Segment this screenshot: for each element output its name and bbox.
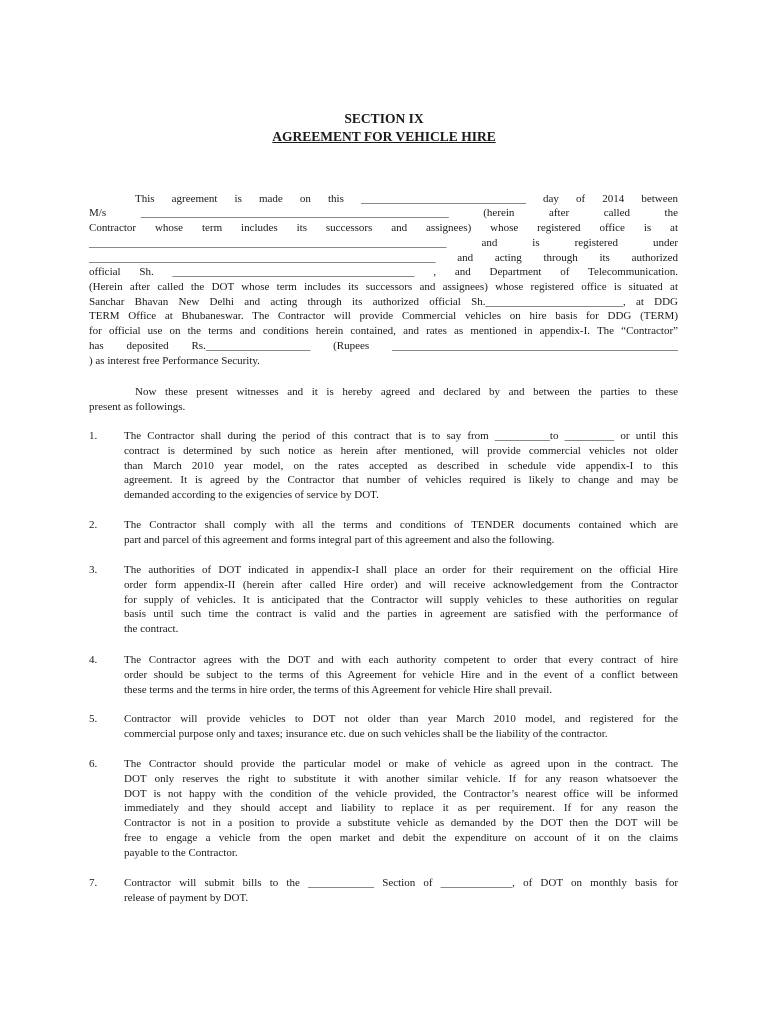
- clause-line: part and parcel of this agreement and forms integral part of this agreement and also the following.: [124, 533, 555, 546]
- clause-line: The Contractor shall comply with all the terms and conditions of TENDER documents contained which are: [124, 519, 678, 531]
- clause-number: 7.: [89, 877, 98, 889]
- clause-line: The Contractor agrees with the DOT and with each authority competent to order that every contract of hire: [124, 654, 678, 666]
- clause-number: 5.: [89, 713, 98, 725]
- clause-line: for supply of vehicles. It is anticipated that the Contractor will supply vehicles to these authorities on regular: [124, 593, 678, 606]
- clause-line: contract is determined by such notice as herein after mentioned, will provide commercial vehicles not older: [124, 444, 678, 457]
- intro-line: has deposited Rs.___________________ (Rupees ____________________________________________________: [89, 340, 678, 352]
- intro-line: _________________________________________________________________ and is registered under: [89, 237, 678, 249]
- clause-line: DOT is not happy with the condition of the vehicle provided, the Contractor’s nearest office will be informed: [124, 787, 678, 800]
- clause-line: these terms and the terms in hire order, the terms of this Agreement for vehicle Hire shall prevail.: [124, 683, 553, 696]
- clause-line: The authorities of DOT indicated in appendix-I shall place an order for their requirement on the official Hire: [124, 564, 678, 576]
- intro-line: official Sh. ____________________________________________ , and Department of Telecommunication.: [89, 266, 678, 278]
- clause-line: than March 2010 year model, on the rates accepted as described in schedule vide appendix-I to this: [124, 459, 678, 472]
- clause-line: basis until such time the contract is valid and the parties in agreement are satisfied with the performance of: [124, 608, 678, 621]
- clause-line: Contractor will provide vehicles to DOT not older than year March 2010 model, and registered for the: [124, 713, 678, 725]
- clause-line: order should be subject to the terms of this Agreement for vehicle Hire and in the event of a conflict between: [124, 668, 678, 681]
- clause-line: demanded according to the exigencies of service by DOT.: [124, 489, 379, 502]
- section-title: SECTION IX: [344, 111, 424, 126]
- clause-number: 3.: [89, 564, 98, 576]
- intro-line: ) as interest free Performance Security.: [89, 355, 260, 367]
- intro-line: _______________________________________________________________ and acting through its authorized: [89, 252, 678, 264]
- clause-line: agreement. It is agreed by the Contractor that number of vehicles required is likely to change and may be: [124, 474, 678, 487]
- clause-line: The Contractor should provide the particular model or make of vehicle as agreed upon in the contract. The: [124, 758, 678, 770]
- intro-line: This agreement is made on this ______________________________ day of 2014 between: [135, 193, 678, 205]
- intro-line: for official use on the terms and conditions herein contained, and rates as mentioned in appendix-I. The “Contractor”: [89, 325, 678, 337]
- clause-line: the contract.: [124, 623, 179, 636]
- clause-line: payable to the Contractor.: [124, 846, 238, 859]
- intro-line: Sanchar Bhavan New Delhi and acting through its authorized official Sh._________________________, at DDG: [89, 296, 678, 308]
- clause-number: 6.: [89, 758, 98, 770]
- clause-line: The Contractor shall during the period of this contract that is to say from __________to _________ or until this: [124, 430, 678, 442]
- clause-number: 4.: [89, 654, 98, 666]
- clause-line: Contractor will submit bills to the ____________ Section of _____________, of DOT on monthly basis for: [124, 877, 678, 889]
- clause-line: DOT only reserves the right to substitute it with another similar vehicle. If for any reason whatsoever the: [124, 772, 678, 785]
- intro-line: M/s ________________________________________________________ (herein after called the: [89, 207, 678, 219]
- witness-line: Now these present witnesses and it is hereby agreed and declared by and between the parties to these: [135, 386, 678, 398]
- agreement-title: AGREEMENT FOR VEHICLE HIRE: [272, 129, 496, 144]
- intro-line: (Herein after called the DOT whose term includes its successors and assignees) whose registered office is situated at: [89, 281, 678, 293]
- intro-line: TERM Office at Bhubaneswar. The Contractor will provide Commercial vehicles on hire basis for DDG (TERM): [89, 310, 678, 322]
- clause-line: order form appendix-II (herein after called Hire order) and will receive acknowledgement from the Contractor: [124, 578, 678, 591]
- clause-line: immediately and they should accept and liability to replace it as per requirement. If for any reason the: [124, 802, 678, 815]
- clause-number: 1.: [89, 430, 98, 442]
- clause-line: free to engage a vehicle from the open market and debit the expenditure on account of it on the claims: [124, 832, 678, 844]
- witness-line: present as followings.: [89, 401, 186, 413]
- clause-line: commercial purpose only and taxes; insurance etc. due on such vehicles shall be the liability of the contractor.: [124, 727, 608, 740]
- clause-line: Contractor is not in a position to provide a substitute vehicle as demanded by the DOT then the DOT will be: [124, 817, 678, 830]
- clause-number: 2.: [89, 519, 98, 531]
- intro-line: Contractor whose term includes its successors and assignees) whose registered office is at: [89, 222, 678, 234]
- clause-line: release of payment by DOT.: [124, 891, 249, 904]
